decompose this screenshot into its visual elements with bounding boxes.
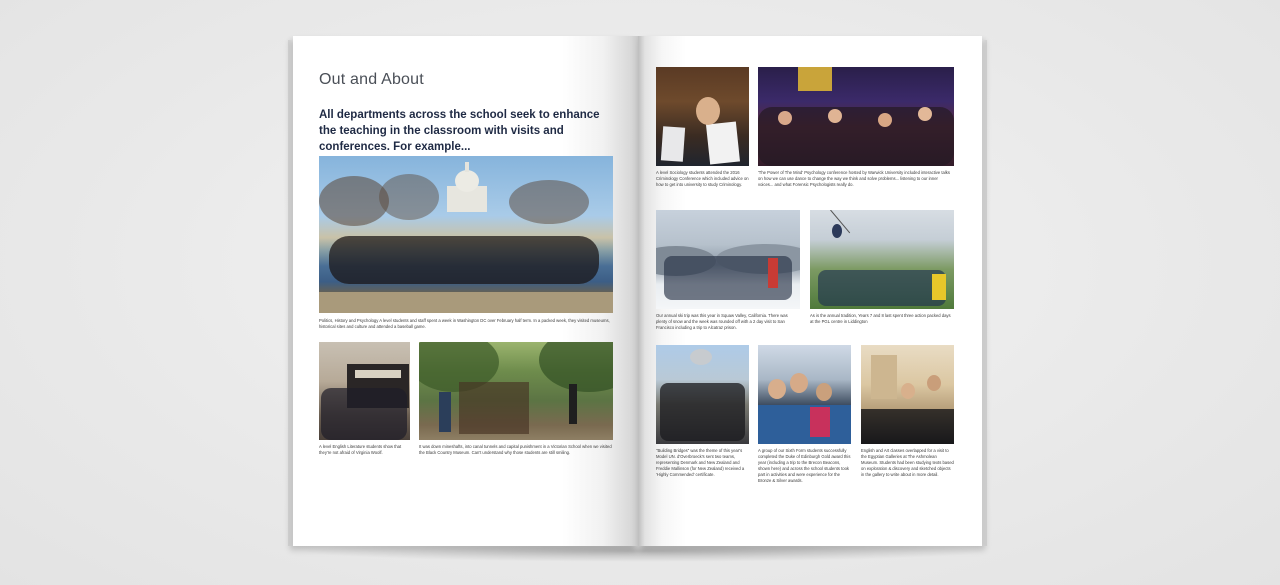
black-country-museum-caption: It was down mineshafts, into canal tunnels and capital punishment in a Victorian School when we visited the Black Country Museum. Can't understand why those students are still smiling. (419, 444, 612, 455)
left-page (293, 36, 638, 546)
criminology-conference-photo (656, 67, 749, 166)
ashmolean-museum-photo (861, 345, 954, 444)
criminology-conference-caption: A level Sociology students attended the 2016 Criminology Conference which included advice on how to get into university to study Criminology. (656, 170, 749, 187)
psychology-conference-photo (758, 67, 954, 166)
psychology-conference-caption: 'The Power of The Mind' Psychology conference hosted by Warwick University included interactive talks on how we can use dance to change the way we think and solve problems... listening to our inner voices... and what Forensic Psychologists really do. (758, 170, 950, 187)
duke-of-edinburgh-photo (758, 345, 851, 444)
model-un-caption: "Building Bridges" was the theme of this year's Model UN. d'Overbroeck's sent two teams, representing Denmark and New Zealand and Freddie Mallinson (for New Zealand) received a 'Highly Commended' certificate. (656, 448, 745, 477)
ashmolean-museum-caption: English and Art classes overlapped for a visit to the Egyptian Galleries at The Ashmolean Museum. Students had been studying texts based on exploration & discovery and sketched objects in the gallery to write about in more detail. (861, 448, 954, 477)
black-country-museum-photo (419, 342, 613, 440)
pgl-centre-caption: As is the annual tradition, Years 7 and 8 last spent three action packed days at the PGL centre in Liddington (810, 313, 951, 324)
washington-caption: Politics, History and Psychology A level students and staff spent a week in Washington DC over February half term. In a packed week, they visited museums, historical sites and culture and attended a baseball game. (319, 318, 610, 329)
right-page (638, 36, 982, 546)
page-title: Out and About (319, 71, 424, 88)
washington-group-photo (319, 156, 613, 313)
duke-of-edinburgh-caption: A group of our Sixth Form students successfully completed the Duke of Edinburgh Gold award this year (including a trip to the Brecon Beacons, shown here) and across the school students took part in activities and were experience for the Bronze & Silver awards. (758, 448, 851, 483)
page-stack-edge-right (982, 40, 987, 546)
model-un-photo (656, 345, 749, 444)
virginia-woolf-photo (319, 342, 410, 440)
ski-trip-photo (656, 210, 800, 309)
pgl-centre-photo (810, 210, 954, 309)
ski-trip-caption: Our annual ski trip was this year in Squaw Valley, California. There was plenty of snow and the week was rounded off with a 2 day visit to San Francisco including a trip to Alcatraz prison. (656, 313, 788, 330)
page-subtitle: All departments across the school seek to enhance the teaching in the classroom with visits and conferences. For example... (319, 109, 600, 153)
virginia-woolf-caption: A level English Literature students show that they're not afraid of Virginia Woolf. (319, 444, 402, 455)
